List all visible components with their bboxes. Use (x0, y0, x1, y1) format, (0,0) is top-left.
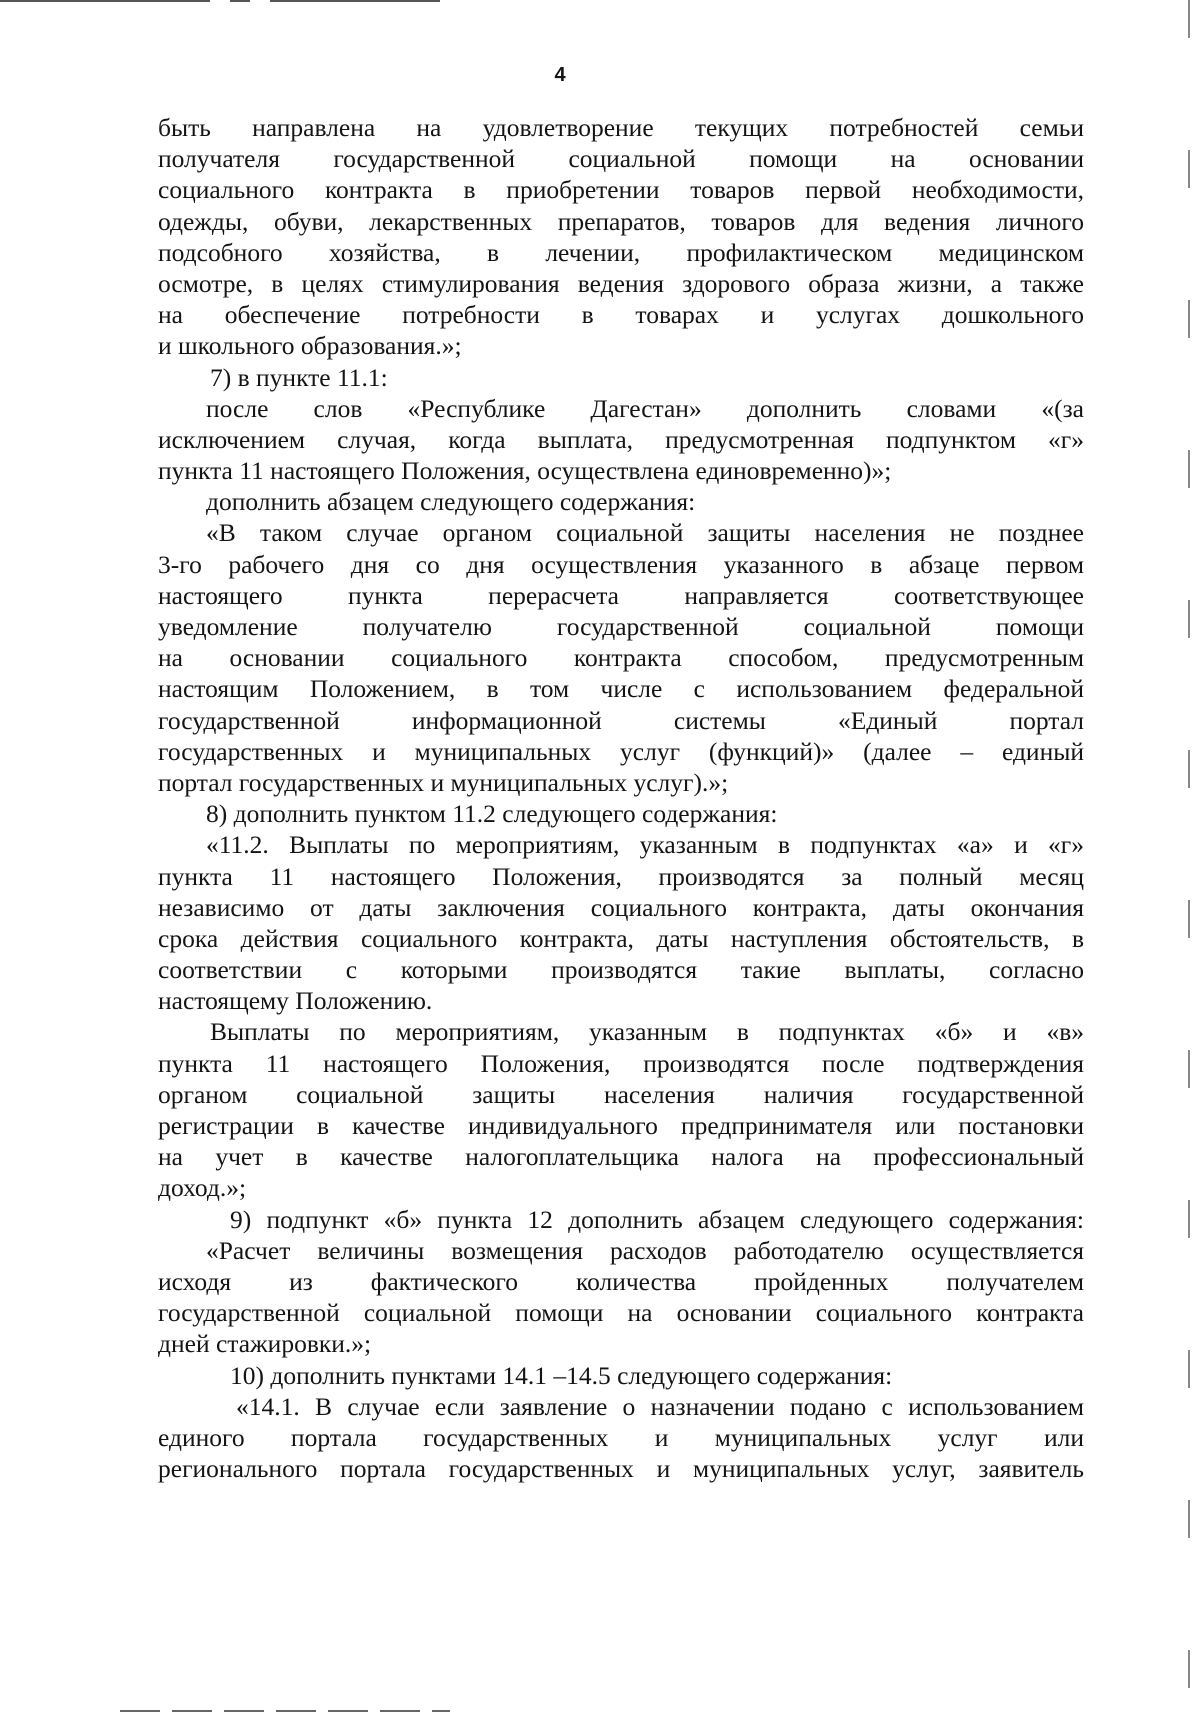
text-line: государственных и муниципальных услуг (функций)» (далее – единый (158, 736, 1084, 766)
text-line: государственной информационной системы «Единый портал (158, 705, 1084, 735)
text-line: 9) подпункт «б» пункта 12 дополнить абзацем следующего содержания: (230, 1204, 1084, 1234)
text-line: пункта 11 настоящего Положения, осуществлена единовременно)»; (158, 456, 892, 486)
text-line: соответствии с которыми производятся такие выплаты, согласно (158, 955, 1084, 985)
text-line: пункта 11 настоящего Положения, производятся за полный месяц (158, 861, 1084, 891)
text-line: 10) дополнить пунктами 14.1 –14.5 следующего содержания: (230, 1360, 893, 1390)
text-line: на обеспечение потребности в товарах и услугах дошкольного (158, 300, 1084, 330)
text-line: 3-го рабочего дня со дня осуществления указанного в абзаце первом (158, 549, 1084, 579)
text-line: регионального портала государственных и муниципальных услуг, заявитель (158, 1454, 1084, 1484)
text-line: доход.»; (158, 1173, 247, 1203)
text-line: «11.2. Выплаты по мероприятиям, указанным в подпунктах «а» и «г» (206, 830, 1084, 860)
text-line: дополнить абзацем следующего содержания: (206, 487, 696, 517)
text-line: дней стажировки.»; (158, 1329, 372, 1359)
text-line: «В таком случае органом социальной защиты населения не позднее (206, 518, 1084, 548)
text-line: портал государственных и муниципальных услуг).»; (158, 767, 729, 797)
text-line: подсобного хозяйства, в лечении, профилактическом медицинском (158, 237, 1084, 267)
text-line: настоящим Положением, в том числе с использованием федеральной (158, 674, 1084, 704)
text-line: социального контракта в приобретении товаров первой необходимости, (158, 175, 1084, 205)
text-line: и школьного образования.»; (158, 331, 462, 361)
text-line: после слов «Республике Дагестан» дополнить словами «(за (206, 393, 1084, 423)
text-line: настоящему Положению. (158, 986, 433, 1016)
scan-artifact-top (0, 0, 440, 2)
document-body (158, 112, 1084, 1484)
text-line: уведомление получателю государственной социальной помощи (158, 612, 1084, 641)
text-line: «14.1. В случае если заявление о назначении подано с использованием (236, 1391, 1084, 1421)
text-line: пункта 11 настоящего Положения, производятся после подтверждения (158, 1048, 1084, 1078)
scan-artifact-bottom (120, 1710, 450, 1712)
text-line: на учет в качестве налогоплательщика налога на профессиональный (158, 1142, 1084, 1172)
text-line: 7) в пункте 11.1: (210, 362, 388, 392)
text-line: органом социальной защиты населения наличия государственной (158, 1079, 1084, 1109)
text-line: государственной социальной помощи на основании социального контракта (158, 1298, 1084, 1328)
page-number: 4 (554, 64, 566, 86)
text-line: единого портала государственных и муниципальных услуг или (158, 1422, 1084, 1452)
scan-artifact-right-edge (1188, 0, 1190, 1716)
text-line: одежды, обуви, лекарственных препаратов, товаров для ведения личного (158, 206, 1084, 236)
text-line: на основании социального контракта способом, предусмотренным (158, 643, 1084, 673)
text-line: исходя из фактического количества пройденных получателем (158, 1266, 1084, 1296)
text-line: независимо от даты заключения социального контракта, даты окончания (158, 892, 1084, 922)
text-line: исключением случая, когда выплата, предусмотренная подпунктом «г» (158, 424, 1084, 454)
text-line: срока действия социального контракта, даты наступления обстоятельств, в (158, 923, 1084, 953)
text-line: 8) дополнить пунктом 11.2 следующего содержания: (206, 799, 778, 829)
text-line: осмотре, в целях стимулирования ведения здорового образа жизни, а также (158, 268, 1084, 298)
text-line: «Расчет величины возмещения расходов работодателю осуществляется (206, 1235, 1084, 1265)
text-line: настоящего пункта перерасчета направляется соответствующее (158, 580, 1084, 610)
text-line: быть направлена на удовлетворение текущих потребностей семьи (158, 113, 1084, 142)
text-line: Выплаты по мероприятиям, указанным в подпунктах «б» и «в» (210, 1017, 1084, 1047)
text-line: регистрации в качестве индивидуального предпринимателя или постановки (158, 1111, 1084, 1140)
text-line: получателя государственной социальной помощи на основании (158, 144, 1084, 174)
